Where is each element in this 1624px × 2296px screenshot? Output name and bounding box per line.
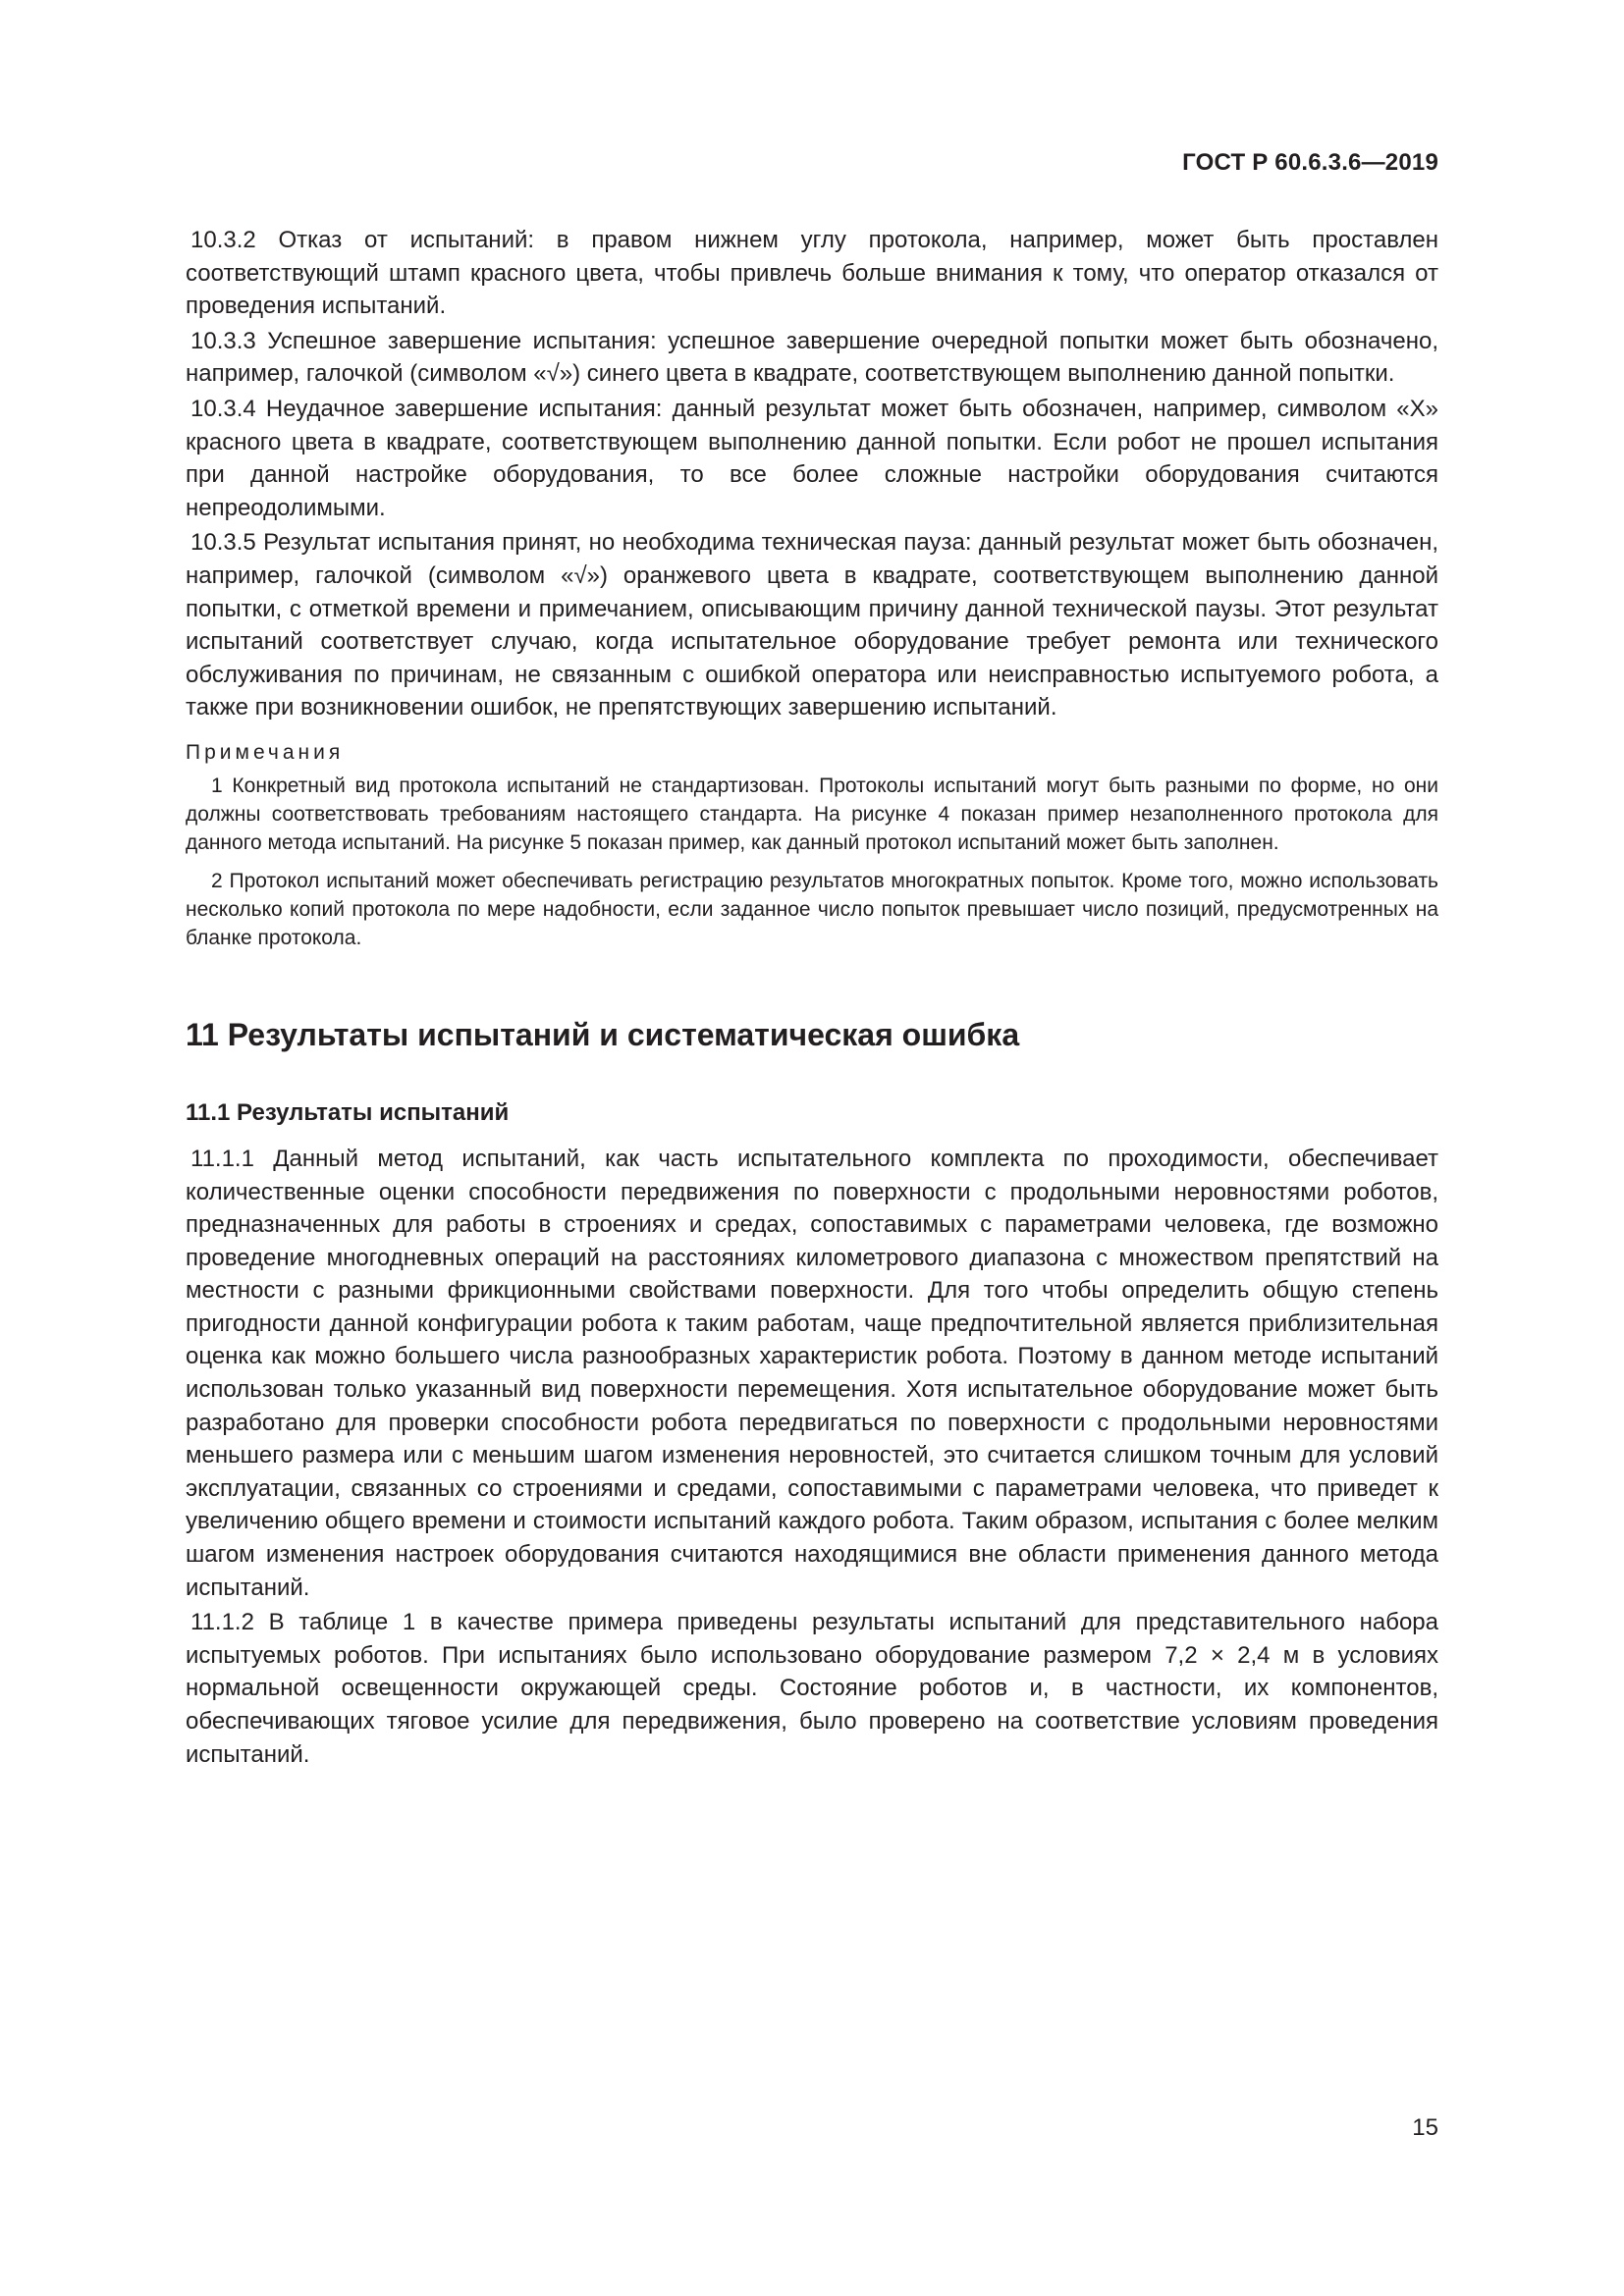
paragraph-11-1-2: 11.1.2 В таблице 1 в качестве примера приведены результаты испытаний для представительного набора испытуемых роботов. При испытаниях было использовано оборудование размером 7,2 × 2,4 м в условиях нормальной освещенности окружающей среды. Состояние роботов и, в частности, их компонентов, обеспечивающих тяговое усилие для передвижения, было проверено на соответствие условиям проведения испытаний. bbox=[186, 1609, 1438, 1768]
notes-title: Примечания bbox=[186, 740, 345, 764]
page-content bbox=[186, 224, 1438, 1773]
page-number: 15 bbox=[1412, 2114, 1438, 2141]
document-code: ГОСТ Р 60.6.3.6—2019 bbox=[1182, 149, 1438, 176]
paragraph-10-3-2: 10.3.2 Отказ от испытаний: в правом нижнем углу протокола, например, может быть проставлен соответствующий штамп красного цвета, чтобы привлечь больше внимания к тому, что оператор отказался от проведения испытаний. bbox=[186, 227, 1438, 320]
paragraph-10-3-3: 10.3.3 Успешное завершение испытания: успешное завершение очередной попытки может быть обозначено, например, галочкой (символом «√») синего цвета в квадрате, соответствующем выполнению данной попытки. bbox=[186, 327, 1438, 388]
note-2: 2 Протокол испытаний может обеспечивать регистрацию результатов многократных попыток. Кроме того, можно использовать несколько копий протокола по мере надобности, если заданное число попыток превышает число позиций, предусмотренных на бланке протокола. bbox=[186, 869, 1438, 949]
paragraph-11-1-1: 11.1.1 Данный метод испытаний, как часть испытательного комплекта по проходимости, обеспечивает количественные оценки способности передвижения по поверхности с продольными неровностями роботов, предназначенных для работы в строениях и средах, сопоставимых с параметрами человека, где возможно проведение многодневных операций на расстояниях километрового диапазона с множеством препятствий на местности с разными фрикционными свойствами поверхности. Для того чтобы определить общую степень пригодности данной конфигурации робота к таким работам, чаще предпочтительной является приблизительная оценка как можно большего числа разнообразных характеристик робота. Поэтому в данном методе испытаний использован только указанный вид поверхности перемещения. Хотя испытательное оборудование может быть разработано для проверки способности робота передвигаться по поверхности с продольными неровностями меньшего размера или с меньшим шагом изменения неровностей, это считается слишком точным для условий эксплуатации, связанных со строениями и средами, сопоставимыми с параметрами человека, что приведет к увеличению общего времени и стоимости испытаний каждого робота. Таким образом, испытания с более мелким шагом изменения настроек оборудования считаются находящимися вне области применения данного метода испытаний. bbox=[186, 1145, 1438, 1601]
paragraph-10-3-5: 10.3.5 Результат испытания принят, но необходима техническая пауза: данный результат может быть обозначен, например, галочкой (символом «√») оранжевого цвета в квадрате, соответствующем выполнению данной попытки, с отметкой времени и примечанием, описывающим причину данной технической паузы. Этот результат испытаний соответствует случаю, когда испытательное оборудование требует ремонта или технического обслуживания по причинам, не связанным с ошибкой оператора или неисправностью испытуемого робота, а также при возникновении ошибок, не препятствующих завершению испытаний. bbox=[186, 529, 1438, 721]
paragraph-10-3-4: 10.3.4 Неудачное завершение испытания: данный результат может быть обозначен, например, символом «X» красного цвета в квадрате, соответствующем выполнению данной попытки. Если робот не прошел испытания при данной настройке оборудования, то все более сложные настройки оборудования считаются непреодолимыми. bbox=[186, 395, 1438, 521]
note-1: 1 Конкретный вид протокола испытаний не стандартизован. Протоколы испытаний могут быть разными по форме, но они должны соответствовать требованиям настоящего стандарта. На рисунке 4 показан пример незаполненного протокола для данного метода испытаний. На рисунке 5 показан пример, как данный протокол испытаний может быть заполнен. bbox=[186, 774, 1438, 854]
subsection-title: 11.1 Результаты испытаний bbox=[186, 1098, 510, 1126]
section-title: 11 Результаты испытаний и систематическая ошибка bbox=[186, 1016, 1020, 1052]
